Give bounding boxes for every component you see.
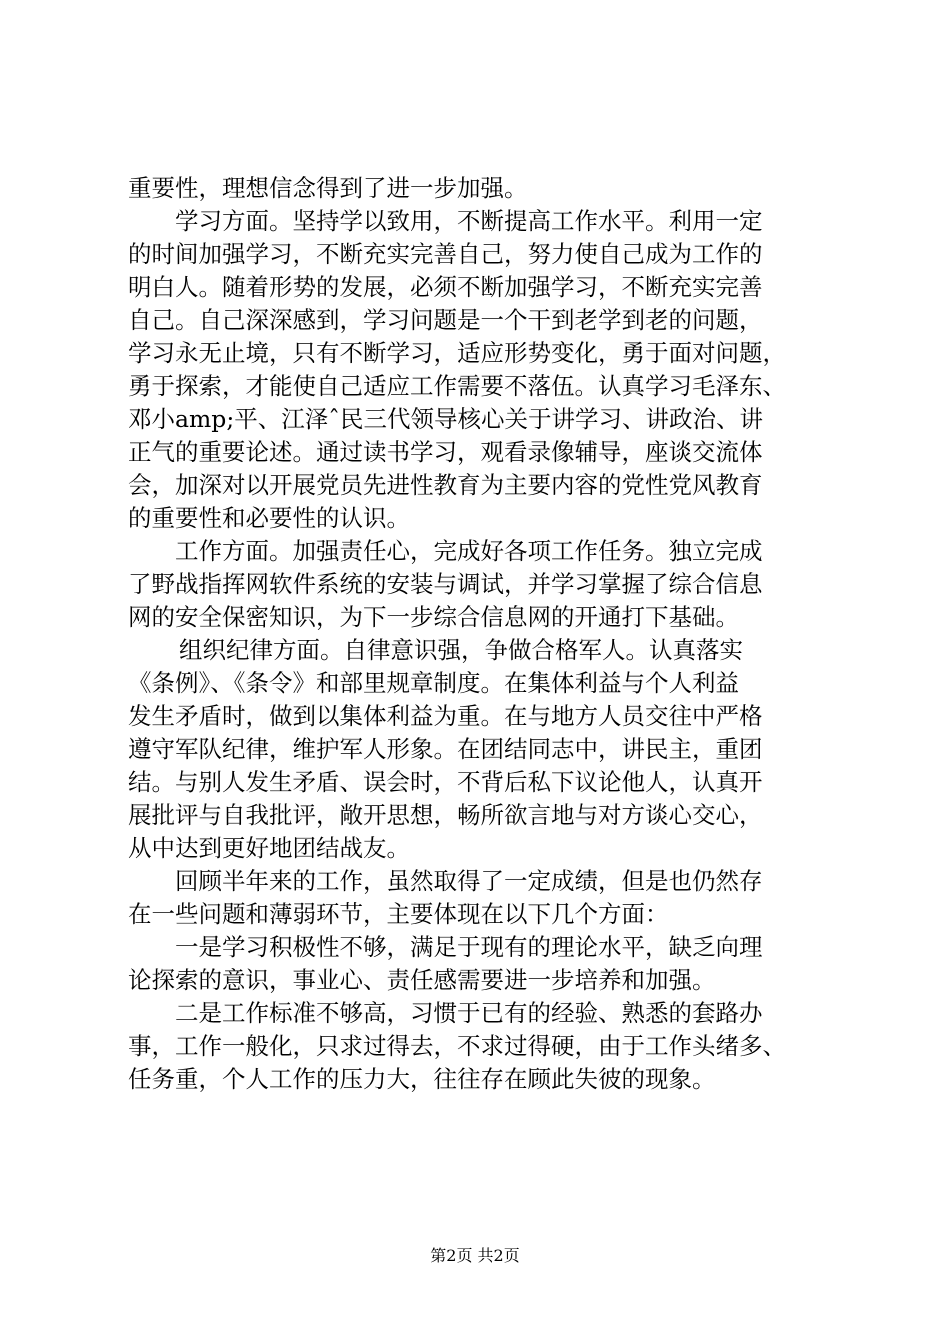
document-body xyxy=(128,172,828,1096)
text-line: 邓小amp;平、江泽ˆ民三代领导核心关于讲学习、讲政治、讲 xyxy=(128,405,764,433)
text-line: 网的安全保密知识，为下一步综合信息网的开通打下基础。 xyxy=(128,603,739,631)
text-line: 《条例》、《条令》和部里规章制度。在集体利益与个人利益 xyxy=(128,669,739,697)
text-line: 遵守军队纪律，维护军人形象。在团结同志中，讲民主，重团 xyxy=(128,735,763,763)
text-line: 会，加深对以开展党员先进性教育为主要内容的党性党风教育 xyxy=(128,471,763,499)
text-line: 的重要性和必要性的认识。 xyxy=(128,504,410,532)
text-line: 在一些问题和薄弱环节，主要体现在以下几个方面： xyxy=(128,900,669,928)
text-line: 了野战指挥网软件系统的安装与调试，并学习掌握了综合信息 xyxy=(128,570,763,598)
page-number-footer: 第2页 共2页 xyxy=(430,1246,520,1265)
text-line: 勇于探索，才能使自己适应工作需要不落伍。认真学习毛泽东、 xyxy=(128,372,786,400)
text-line: 的时间加强学习，不断充实完善自己，努力使自己成为工作的 xyxy=(128,240,763,268)
text-line: 发生矛盾时，做到以集体利益为重。在与地方人员交往中严格 xyxy=(128,702,763,730)
text-line: 正气的重要论述。通过读书学习，观看录像辅导，座谈交流体 xyxy=(128,438,763,466)
text-line: 论探索的意识，事业心、责任感需要进一步培养和加强。 xyxy=(128,966,716,994)
paragraph-start-review: 回顾半年来的工作，虽然取得了一定成绩，但是也仍然存 xyxy=(175,867,763,895)
paragraph-start-work: 工作方面。加强责任心，完成好各项工作任务。独立完成 xyxy=(175,537,763,565)
text-line: 明白人。随着形势的发展，必须不断加强学习，不断充实完善 xyxy=(128,273,763,301)
text-line: 自己。自己深深感到，学习问题是一个干到老学到老的问题， xyxy=(128,306,763,334)
text-line: 结。与别人发生矛盾、误会时，不背后私下议论他人，认真开 xyxy=(128,768,763,796)
paragraph-start-issue-two: 二是工作标准不够高，习惯于已有的经验、熟悉的套路办 xyxy=(175,999,763,1027)
paragraph-start-issue-one: 一是学习积极性不够，满足于现有的理论水平，缺乏向理 xyxy=(175,933,763,961)
text-line: 任务重，个人工作的压力大，往往存在顾此失彼的现象。 xyxy=(128,1065,716,1093)
paragraph-start-discipline: 组织纪律方面。自律意识强，争做合格军人。认真落实 xyxy=(179,636,743,664)
text-line: 重要性，理想信念得到了进一步加强。 xyxy=(128,174,528,202)
text-line: 事，工作一般化，只求过得去，不求过得硬，由于工作头绪多、 xyxy=(128,1032,786,1060)
text-line: 展批评与自我批评，敞开思想，畅所欲言地与对方谈心交心， xyxy=(128,801,763,829)
text-line: 从中达到更好地团结战友。 xyxy=(128,834,410,862)
text-line: 学习永无止境，只有不断学习，适应形势变化，勇于面对问题， xyxy=(128,339,786,367)
paragraph-start-study: 学习方面。坚持学以致用，不断提高工作水平。利用一定 xyxy=(175,207,763,235)
